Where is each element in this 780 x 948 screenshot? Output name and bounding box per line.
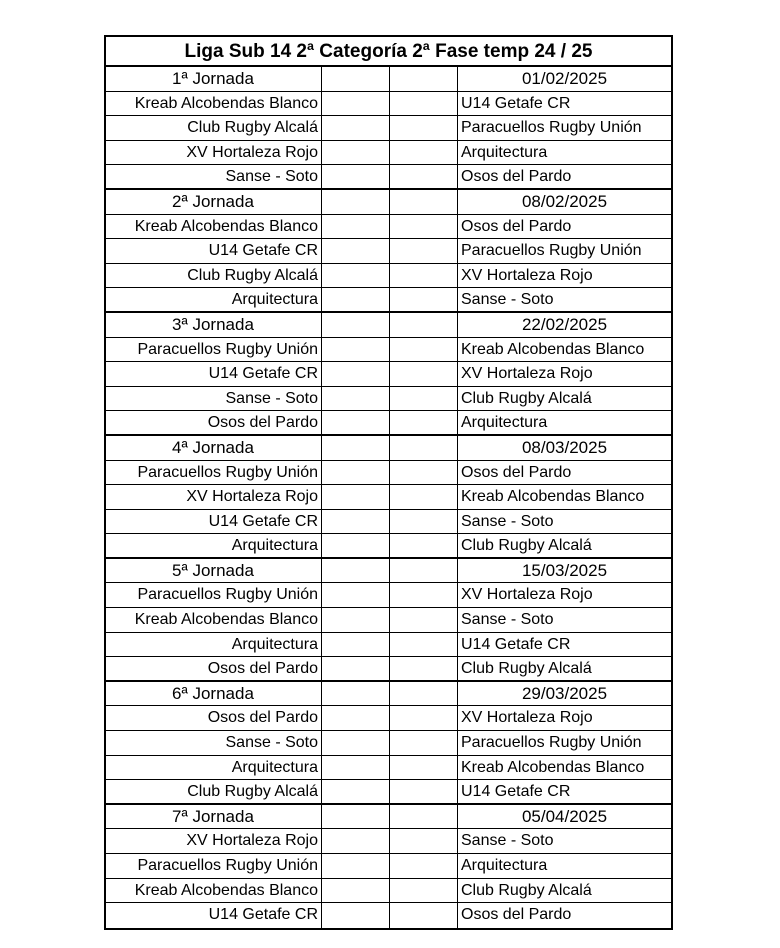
away-score-cell bbox=[390, 239, 458, 263]
away-score-cell bbox=[390, 657, 458, 680]
home-score-cell bbox=[322, 780, 390, 803]
round-name: 1ª Jornada bbox=[106, 67, 322, 91]
round-header bbox=[106, 682, 671, 707]
round-name: 7ª Jornada bbox=[106, 805, 322, 829]
away-team: Sanse - Soto bbox=[461, 832, 554, 850]
away-team: Osos del Pardo bbox=[461, 168, 572, 186]
home-score-cell bbox=[322, 829, 390, 853]
round-name: 4ª Jornada bbox=[106, 436, 322, 460]
away-team: Sanse - Soto bbox=[461, 611, 554, 629]
blank-cell bbox=[322, 559, 390, 583]
round-header bbox=[106, 805, 671, 830]
blank-cell bbox=[390, 190, 458, 214]
home-team: Sanse - Soto bbox=[106, 731, 322, 755]
round-header bbox=[106, 190, 671, 215]
round-date: 05/04/2025 bbox=[521, 806, 608, 826]
table-row bbox=[106, 854, 671, 879]
away-team: Arquitectura bbox=[461, 857, 548, 874]
round-date: 29/03/2025 bbox=[521, 683, 608, 703]
away-team: Paracuellos Rugby Unión bbox=[461, 119, 642, 137]
round-name: 5ª Jornada bbox=[106, 559, 322, 583]
away-score-cell bbox=[390, 583, 458, 607]
home-team: Paracuellos Rugby Unión bbox=[106, 854, 322, 878]
table-row bbox=[106, 510, 671, 535]
blank-cell bbox=[390, 67, 458, 91]
away-score-cell bbox=[390, 854, 458, 878]
home-score-cell bbox=[322, 608, 390, 632]
away-score-cell bbox=[390, 731, 458, 755]
table-row bbox=[106, 657, 671, 682]
home-score-cell bbox=[322, 215, 390, 239]
round-date: 22/02/2025 bbox=[521, 314, 608, 334]
table-row bbox=[106, 215, 671, 240]
away-score-cell bbox=[390, 165, 458, 188]
home-score-cell bbox=[322, 387, 390, 411]
away-team: Club Rugby Alcalá bbox=[461, 881, 592, 899]
table-row bbox=[106, 288, 671, 313]
home-team: XV Hortaleza Rojo bbox=[106, 829, 322, 853]
table-row bbox=[106, 879, 671, 904]
away-score-cell bbox=[390, 411, 458, 434]
table-row bbox=[106, 461, 671, 486]
round-date: 15/03/2025 bbox=[521, 560, 608, 580]
round-date: 08/03/2025 bbox=[521, 437, 608, 457]
blank-cell bbox=[322, 805, 390, 829]
home-team: Club Rugby Alcalá bbox=[106, 116, 322, 140]
home-team: U14 Getafe CR bbox=[106, 903, 322, 928]
home-team: U14 Getafe CR bbox=[106, 362, 322, 386]
home-score-cell bbox=[322, 92, 390, 116]
away-score-cell bbox=[390, 534, 458, 557]
away-team: Arquitectura bbox=[461, 143, 548, 161]
home-team: Paracuellos Rugby Unión bbox=[106, 461, 322, 485]
round-header bbox=[106, 559, 671, 584]
blank-cell bbox=[322, 313, 390, 337]
home-score-cell bbox=[322, 461, 390, 485]
home-team: XV Hortaleza Rojo bbox=[106, 485, 322, 509]
home-score-cell bbox=[322, 338, 390, 362]
home-team: Arquitectura bbox=[106, 534, 322, 557]
table-row bbox=[106, 165, 671, 190]
table-row bbox=[106, 92, 671, 117]
table-row bbox=[106, 338, 671, 363]
away-score-cell bbox=[390, 903, 458, 928]
fixture-sheet bbox=[104, 35, 673, 930]
table-row bbox=[106, 780, 671, 805]
home-team: Osos del Pardo bbox=[106, 706, 322, 730]
home-score-cell bbox=[322, 264, 390, 288]
home-team: U14 Getafe CR bbox=[106, 239, 322, 263]
home-score-cell bbox=[322, 141, 390, 165]
table-row bbox=[106, 903, 671, 928]
away-team: Kreab Alcobendas Blanco bbox=[461, 488, 645, 506]
home-team: Club Rugby Alcalá bbox=[106, 780, 322, 803]
table-row bbox=[106, 756, 671, 781]
away-team: Paracuellos Rugby Unión bbox=[461, 242, 642, 260]
home-score-cell bbox=[322, 534, 390, 557]
table-row bbox=[106, 534, 671, 559]
table-row bbox=[106, 239, 671, 264]
away-team: U14 Getafe CR bbox=[461, 783, 571, 801]
table-row bbox=[106, 706, 671, 731]
home-team: Paracuellos Rugby Unión bbox=[106, 338, 322, 362]
away-score-cell bbox=[390, 338, 458, 362]
away-team: Osos del Pardo bbox=[461, 217, 572, 235]
page-title: Liga Sub 14 2ª Categoría 2ª Fase temp 24 / 25 bbox=[106, 37, 671, 67]
away-score-cell bbox=[390, 92, 458, 116]
home-score-cell bbox=[322, 485, 390, 509]
blank-cell bbox=[390, 436, 458, 460]
home-score-cell bbox=[322, 510, 390, 534]
blank-cell bbox=[322, 682, 390, 706]
home-score-cell bbox=[322, 706, 390, 730]
away-score-cell bbox=[390, 485, 458, 509]
away-team: XV Hortaleza Rojo bbox=[461, 266, 593, 284]
table-row bbox=[106, 731, 671, 756]
round-name: 2ª Jornada bbox=[106, 190, 322, 214]
away-score-cell bbox=[390, 387, 458, 411]
round-name: 6ª Jornada bbox=[106, 682, 322, 706]
home-team: Club Rugby Alcalá bbox=[106, 264, 322, 288]
home-team: Sanse - Soto bbox=[106, 387, 322, 411]
table-row bbox=[106, 264, 671, 289]
fixture-table bbox=[106, 67, 671, 928]
away-score-cell bbox=[390, 608, 458, 632]
home-team: Arquitectura bbox=[106, 756, 322, 780]
away-team: Osos del Pardo bbox=[461, 906, 572, 924]
away-score-cell bbox=[390, 706, 458, 730]
home-team: Arquitectura bbox=[106, 633, 322, 657]
away-score-cell bbox=[390, 215, 458, 239]
round-header bbox=[106, 313, 671, 338]
away-score-cell bbox=[390, 510, 458, 534]
home-team: Sanse - Soto bbox=[106, 165, 322, 188]
home-team: Arquitectura bbox=[106, 288, 322, 311]
table-row bbox=[106, 411, 671, 436]
away-team: Paracuellos Rugby Unión bbox=[461, 734, 642, 752]
round-date: 01/02/2025 bbox=[521, 69, 608, 88]
home-team: Paracuellos Rugby Unión bbox=[106, 583, 322, 607]
away-score-cell bbox=[390, 756, 458, 780]
away-score-cell bbox=[390, 288, 458, 311]
away-team: U14 Getafe CR bbox=[461, 635, 571, 653]
home-score-cell bbox=[322, 633, 390, 657]
home-score-cell bbox=[322, 411, 390, 434]
home-team: Kreab Alcobendas Blanco bbox=[106, 608, 322, 632]
blank-cell bbox=[390, 313, 458, 337]
away-score-cell bbox=[390, 461, 458, 485]
away-score-cell bbox=[390, 116, 458, 140]
away-team: XV Hortaleza Rojo bbox=[461, 365, 593, 383]
away-team: Kreab Alcobendas Blanco bbox=[461, 340, 645, 358]
away-team: Club Rugby Alcalá bbox=[461, 537, 592, 555]
away-score-cell bbox=[390, 362, 458, 386]
home-score-cell bbox=[322, 165, 390, 188]
away-team: Club Rugby Alcalá bbox=[461, 660, 592, 678]
home-team: U14 Getafe CR bbox=[106, 510, 322, 534]
home-score-cell bbox=[322, 239, 390, 263]
table-row bbox=[106, 362, 671, 387]
table-row bbox=[106, 387, 671, 412]
home-team: Osos del Pardo bbox=[106, 657, 322, 680]
table-row bbox=[106, 485, 671, 510]
home-score-cell bbox=[322, 288, 390, 311]
away-score-cell bbox=[390, 780, 458, 803]
away-score-cell bbox=[390, 829, 458, 853]
home-score-cell bbox=[322, 854, 390, 878]
blank-cell bbox=[322, 436, 390, 460]
away-score-cell bbox=[390, 141, 458, 165]
home-score-cell bbox=[322, 116, 390, 140]
home-score-cell bbox=[322, 657, 390, 680]
away-score-cell bbox=[390, 264, 458, 288]
table-row bbox=[106, 633, 671, 658]
home-score-cell bbox=[322, 362, 390, 386]
away-team: U14 Getafe CR bbox=[461, 94, 571, 112]
table-row bbox=[106, 116, 671, 141]
home-score-cell bbox=[322, 903, 390, 928]
home-score-cell bbox=[322, 731, 390, 755]
home-score-cell bbox=[322, 879, 390, 903]
away-team: XV Hortaleza Rojo bbox=[461, 709, 593, 727]
table-row bbox=[106, 583, 671, 608]
away-score-cell bbox=[390, 633, 458, 657]
table-row bbox=[106, 829, 671, 854]
round-header bbox=[106, 436, 671, 461]
home-team: Kreab Alcobendas Blanco bbox=[106, 879, 322, 903]
blank-cell bbox=[322, 67, 390, 91]
away-team: Club Rugby Alcalá bbox=[461, 389, 592, 407]
home-team: XV Hortaleza Rojo bbox=[106, 141, 322, 165]
home-score-cell bbox=[322, 583, 390, 607]
away-team: Sanse - Soto bbox=[461, 291, 554, 309]
away-team: Kreab Alcobendas Blanco bbox=[461, 758, 645, 776]
blank-cell bbox=[390, 682, 458, 706]
round-date: 08/02/2025 bbox=[521, 191, 608, 211]
blank-cell bbox=[390, 559, 458, 583]
table-row bbox=[106, 608, 671, 633]
home-score-cell bbox=[322, 756, 390, 780]
home-team: Kreab Alcobendas Blanco bbox=[106, 92, 322, 116]
home-team: Kreab Alcobendas Blanco bbox=[106, 215, 322, 239]
table-row bbox=[106, 141, 671, 166]
blank-cell bbox=[322, 190, 390, 214]
home-team: Osos del Pardo bbox=[106, 411, 322, 434]
away-team: XV Hortaleza Rojo bbox=[461, 586, 593, 604]
round-header bbox=[106, 67, 671, 92]
away-team: Arquitectura bbox=[461, 414, 548, 432]
round-name: 3ª Jornada bbox=[106, 313, 322, 337]
away-team: Sanse - Soto bbox=[461, 512, 554, 530]
away-team: Osos del Pardo bbox=[461, 463, 572, 481]
blank-cell bbox=[390, 805, 458, 829]
away-score-cell bbox=[390, 879, 458, 903]
